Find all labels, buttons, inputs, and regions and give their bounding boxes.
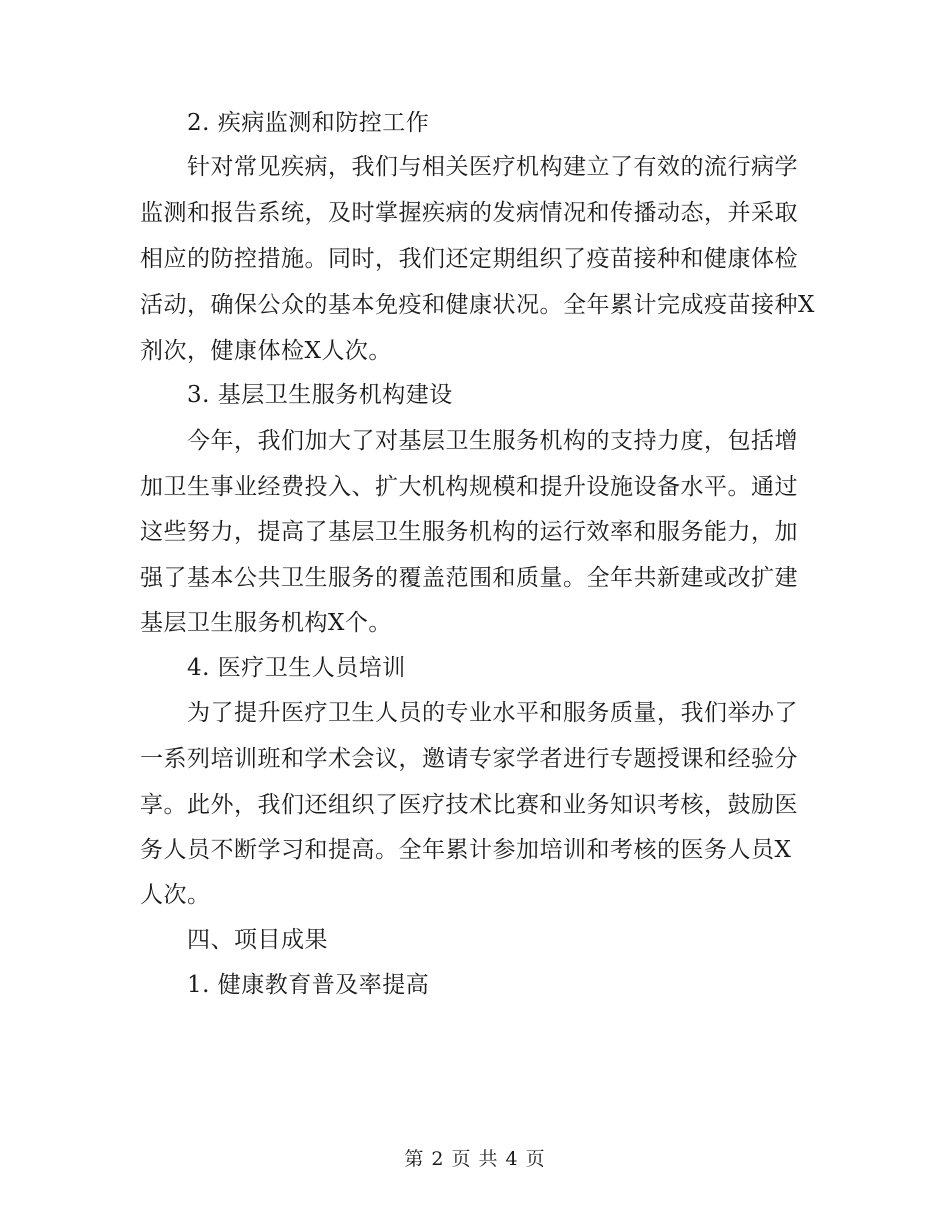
paragraph-line: 今年，我们加大了对基层卫生服务机构的支持力度，包括增 — [187, 428, 798, 454]
paragraph-line: 人次。 — [140, 882, 211, 908]
section-heading: 4. 医疗卫生人员培训 — [187, 655, 406, 681]
paragraph-line: 基层卫生服务机构X个。 — [140, 610, 392, 636]
paragraph-line: 监测和报告系统，及时掌握疾病的发病情况和传播动态，并采取 — [140, 200, 798, 226]
paragraph-line: 享。此外，我们还组织了医疗技术比赛和业务知识考核，鼓励医 — [140, 792, 798, 818]
chapter-heading: 四、项目成果 — [187, 927, 328, 953]
paragraph-line: 强了基本公共卫生服务的覆盖范围和质量。全年共新建或改扩建 — [140, 565, 798, 591]
paragraph-line: 为了提升医疗卫生人员的专业水平和服务质量，我们举办了 — [187, 700, 798, 726]
paragraph-line: 剂次，健康体检X人次。 — [140, 338, 392, 364]
paragraph-line: 务人员不断学习和提高。全年累计参加培训和考核的医务人员X — [140, 837, 792, 863]
paragraph-line: 针对常见疾病，我们与相关医疗机构建立了有效的流行病学 — [187, 154, 798, 180]
page-footer: 第 2 页 共 4 页 — [404, 1148, 546, 1170]
paragraph-line: 一系列培训班和学术会议，邀请专家学者进行专题授课和经验分 — [140, 746, 798, 772]
paragraph-line: 加卫生事业经费投入、扩大机构规模和提升设施设备水平。通过 — [140, 474, 798, 500]
section-heading: 1. 健康教育普及率提高 — [187, 972, 430, 998]
paragraph-line: 活动，确保公众的基本免疫和健康状况。全年累计完成疫苗接种X — [140, 292, 815, 318]
section-heading: 2. 疾病监测和防控工作 — [187, 110, 430, 136]
paragraph-line: 这些努力，提高了基层卫生服务机构的运行效率和服务能力，加 — [140, 519, 798, 545]
section-heading: 3. 基层卫生服务机构建设 — [187, 382, 453, 408]
paragraph-line: 相应的防控措施。同时，我们还定期组织了疫苗接种和健康体检 — [140, 246, 798, 272]
